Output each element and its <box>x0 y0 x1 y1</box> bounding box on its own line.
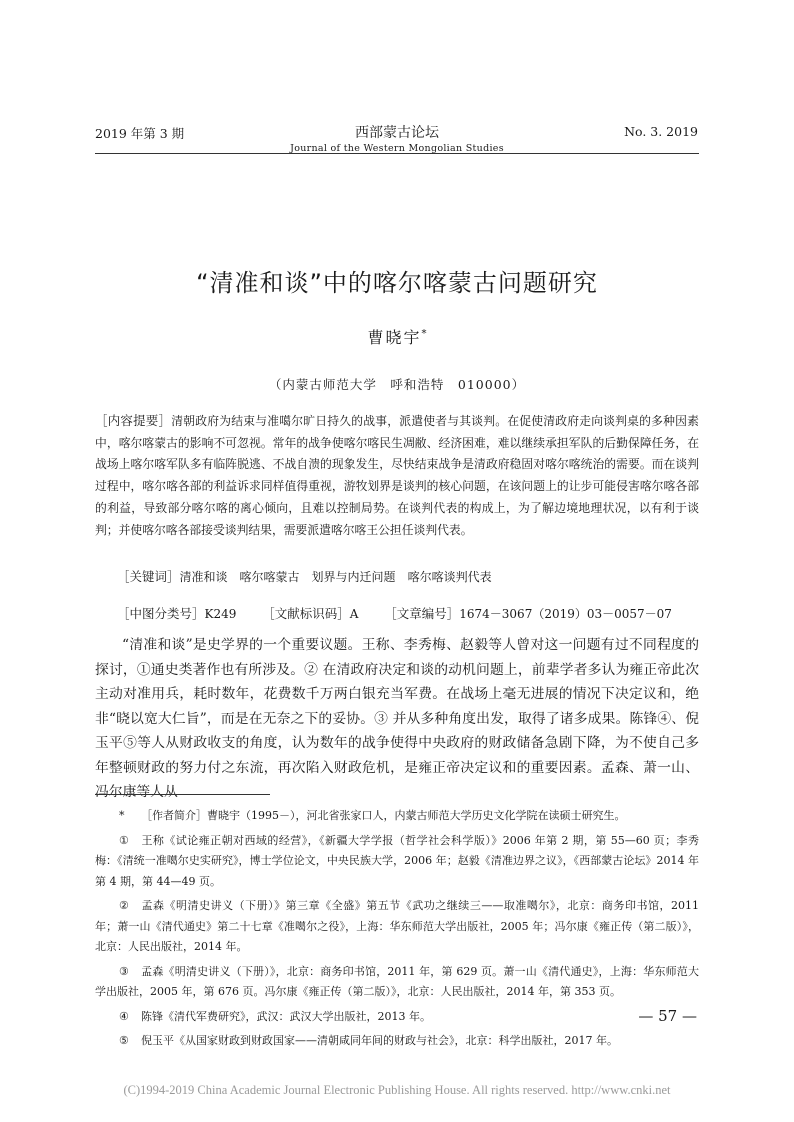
doc-code-label: ［文献标识码］ <box>262 606 350 621</box>
article-number-value: 1674－3067（2019）03－0057－07 <box>459 607 672 621</box>
footnote-text: 王称《试论雍正朝对西域的经营》，《新疆大学学报（哲学社会科学版）》2006 年第 2 期，第 55—60 页；李秀梅：《清统一准噶尔史实研究》，博士学位论文，中央民族大学，2006 年；赵毅《清准边界之议》，《西部蒙古论坛》2014 年第 4 期，第 44—49 页。 <box>95 833 699 888</box>
journal-name-cn: 西部蒙古论坛 <box>355 125 439 141</box>
clc-label: ［中图分类号］ <box>117 606 205 621</box>
footnote-mark: ② <box>119 899 129 912</box>
clc-value: K249 <box>204 607 237 621</box>
footnote-mark: ⑤ <box>119 1034 129 1047</box>
footnote-rule <box>95 794 270 795</box>
article-number-field <box>384 607 672 621</box>
abstract <box>95 410 699 541</box>
footnote-mark: ③ <box>119 964 129 978</box>
doc-code-field <box>262 607 358 621</box>
author <box>0 325 794 348</box>
abstract-text: 清朝政府为结束与准噶尔旷日持久的战事，派遣使者与其谈判。在促使清政府走向谈判桌的多种因素中，喀尔喀蒙古的影响不可忽视。常年的战争使喀尔喀民生凋敝、经济困难，难以继续承担军队的后勤保障任务，在战场上喀尔喀军队多有临阵脱逃、不战自溃的现象发生，尽快结束战争是清政府稳固对喀尔喀统治的需要。而在谈判过程中，喀尔喀各部的利益诉求同样值得重视，游牧划界是谈判的核心问题，在该问题上的让步可能侵害喀尔喀各部的利益，导致部分喀尔喀的离心倾向，且难以控制局势。在谈判代表的构成上，为了解边境地理状况，以有利于谈判；并使喀尔喀各部接受谈判结果，需要派遣喀尔喀王公担任谈判代表。 <box>95 414 699 537</box>
keyword: 喀尔喀谈判代表 <box>407 570 492 584</box>
header-rule <box>95 153 699 154</box>
footnote <box>95 831 699 893</box>
keyword: 划界与内迁问题 <box>311 570 396 584</box>
classification-line <box>117 604 699 622</box>
footnote-mark: * <box>119 809 125 822</box>
page-number: — 57 — <box>638 1007 697 1025</box>
keyword: 清准和谈 <box>179 570 228 584</box>
footnote-mark: ① <box>119 833 129 847</box>
article-number-label: ［文章编号］ <box>384 606 460 621</box>
footnote <box>95 1007 699 1028</box>
body-paragraph: “清准和谈”是史学界的一个重要议题。王称、李秀梅、赵毅等人曾对这一问题有过不同程度的探讨，①通史类著作也有所涉及。② 在清政府决定和谈的动机问题上，前辈学者多认为雍正帝此次主动对准用兵，耗时数年，花费数千万两白银充当军费。在战场上毫无进展的情况下决定议和，绝非“晓以宽大仁旨”，而是在无奈之下的妥协。③ 并从多种角度出发，取得了诸多成果。陈锋④、倪玉平⑤等人从财政收支的角度，认为数年的战争使得中央政府的财政储备急剧下降，为不使自己多年整顿财政的努力付之东流，再次陷入财政危机，是雍正帝决定议和的重要因素。孟森、萧一山、冯尔康等人从 <box>95 637 699 800</box>
footnote-text: 孟森《明清史讲义（下册）》，北京：商务印书馆，2011 年，第 629 页。萧一山《清代通史》，上海：华东师范大学出版社，2005 年，第 676 页。冯尔康《雍正传（第二版）》，北京：人民出版社，2014 年，第 353 页。 <box>95 964 699 998</box>
footnote <box>95 896 699 958</box>
running-header-issue: 2019 年第 3 期 <box>95 126 185 141</box>
footnote-mark: ④ <box>119 1009 129 1023</box>
abstract-label: ［内容提要］ <box>95 413 172 428</box>
footnote <box>95 806 699 827</box>
keywords <box>117 567 699 585</box>
footnote-text: 陈锋《清代军费研究》，武汉：武汉大学出版社，2013 年。 <box>141 1009 431 1023</box>
running-header-number: No. 3. 2019 <box>624 124 698 139</box>
copyright-notice: (C)1994-2019 China Academic Journal Electronic Publishing House. All rights reserved. http://www.cnki.net <box>123 1083 671 1097</box>
article-title: “清准和谈”中的喀尔喀蒙古问题研究 <box>196 269 598 297</box>
footnote-text: ［作者简介］曹晓宇（1995－），河北省张家口人，内蒙古师范大学历史文化学院在读硕士研究生。 <box>141 809 626 822</box>
clc-field <box>117 607 236 621</box>
author-name: 曹晓宇 <box>367 328 422 347</box>
keyword: 喀尔喀蒙古 <box>239 570 300 584</box>
footnote <box>95 962 699 1003</box>
footnote-text: 倪玉平《从国家财政到财政国家——清朝咸同年间的财政与社会》，北京：科学出版社，2017 年。 <box>141 1034 618 1047</box>
author-footnote-mark: * <box>421 328 427 340</box>
affiliation: （内蒙古师范大学 呼和浩特 010000） <box>268 377 526 392</box>
keywords-label: ［关键词］ <box>117 569 180 584</box>
doc-code-value: A <box>349 607 359 621</box>
footnote <box>95 1031 699 1052</box>
footnote-text: 孟森《明清史讲义（下册）》第三章《全盛》第五节《武功之继续三——取准噶尔》，北京：商务印书馆，2011 年；萧一山《清代通史》第二十七章《准噶尔之役》，上海：华东师范大学出版社，2005 年；冯尔康《雍正传（第二版）》，北京：人民出版社，2014 年。 <box>95 899 699 953</box>
footnotes <box>95 806 699 1056</box>
journal-name-en: Journal of the Western Mongolian Studies <box>290 143 504 154</box>
